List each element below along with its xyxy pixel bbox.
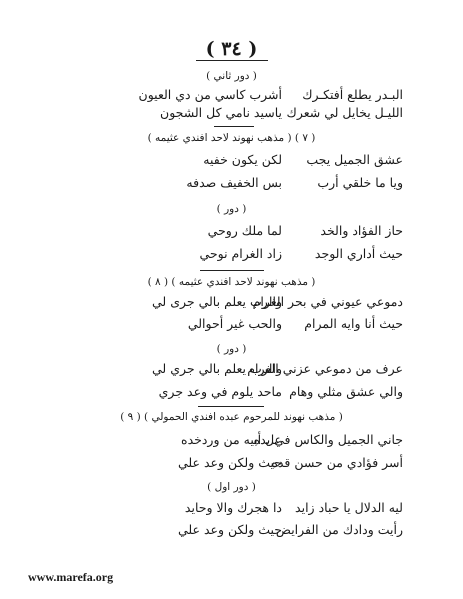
verse-hemistich-left: ياسيد نامي كل الشجون (160, 105, 282, 120)
section-heading: ( مذهب نهوند لاحد افندي عثيمه ) ( ٧ ) (147, 132, 316, 144)
verse-hemistich-left: حيث ولكن وعد علي (177, 522, 282, 537)
separator-rule (214, 126, 254, 127)
verse-hemistich-left: والحب غير أحوالي (187, 316, 282, 331)
section-heading: ( دور اول ) (207, 481, 256, 493)
verse-hemistich-right: حيث أداري الوجد (314, 246, 403, 261)
verse-hemistich-left: عل أبيه من وردخده (181, 432, 282, 447)
verse-hemistich-left: لكن يكون خفيه (203, 152, 282, 167)
verse-hemistich-right: رأيت ودادك من الفرايض (275, 522, 403, 537)
footer-url: www.marefa.org (28, 570, 114, 584)
top-rule (196, 60, 268, 61)
section-heading: ( ٨ ) ( مذهب نهوند لاحد افندي عثيمه ) (147, 276, 316, 288)
section-heading: ( دور ثاني ) (206, 70, 257, 82)
separator-rule (200, 270, 264, 271)
verse-hemistich-right: دموعي عيوني في بحر الغرام (252, 294, 403, 309)
section-heading: ( دور ) (216, 203, 247, 215)
verse-hemistich-left: حيث ولكن وعد علي (177, 455, 282, 470)
verse-hemistich-right: ليه الدلال يا حباد زايد (295, 500, 403, 515)
verse-hemistich-left: أشرب كاسي من دي العيون (138, 87, 282, 102)
verse-hemistich-right: حاز الفؤاد والخد (320, 223, 403, 238)
verse-hemistich-right: عرف من دموعي عزني الغرام (247, 361, 403, 376)
verse-hemistich-left: ماحد يلوم في وعد جري (158, 384, 282, 399)
verse-hemistich-right: ويا ما خلقي أرب (317, 175, 403, 190)
verse-hemistich-left: بس الخفيف صدفه (186, 175, 282, 190)
verse-hemistich-right: الليـل يخايل لي شعرك (286, 105, 403, 120)
verse-hemistich-right: جاني الجميل والكاس في يده (253, 432, 403, 447)
section-heading: ( ٩ ) ( مذهب نهوند للمرحوم عبده افندي الحمولي ) (120, 411, 343, 423)
verse-hemistich-right: البـدر يطلع أفتكـرك (302, 87, 403, 102)
verse-hemistich-right: والي عشق مثلي وهام (289, 384, 403, 399)
section-heading: ( دور ) (216, 343, 247, 355)
verse-hemistich-right: حيث أنا وايه المرام (304, 316, 403, 331)
separator-rule (198, 406, 264, 407)
verse-hemistich-left: والرب يعلم بالي جرى لي (152, 294, 282, 309)
verse-hemistich-left: دا هجرك والا وحايد (184, 500, 282, 515)
verse-hemistich-right: أسر فؤادي من حسن قده (271, 455, 403, 470)
page-number: ( ٣٤ ) (205, 38, 258, 60)
verse-hemistich-left: لما ملك روحي (207, 223, 282, 238)
verse-hemistich-left: زاد الغرام نوحي (199, 246, 282, 261)
verse-hemistich-left: والرب يعلم بالي جري لي (152, 361, 282, 376)
verse-hemistich-right: عشق الجميل يجب (306, 152, 403, 167)
